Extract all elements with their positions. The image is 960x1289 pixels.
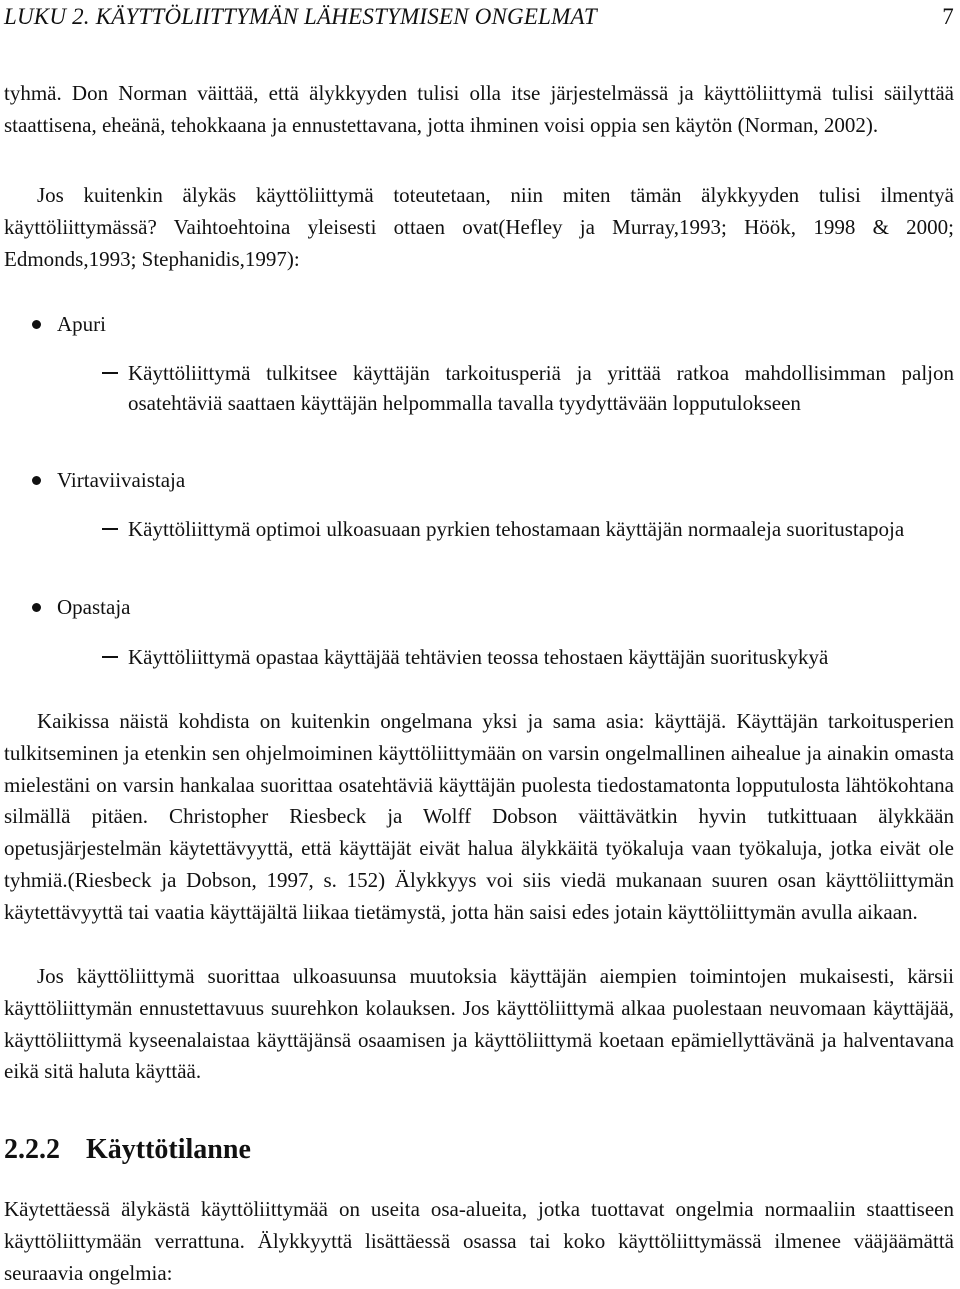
- list-item-description: Käyttöliittymä tulkitsee käyttäjän tarkoitusperiä ja yrittää ratkoa mahdollisimman paljon osatehtäviä saattaen käyttäjän helpommalla tavalla tyydyttävään lopputulokseen: [128, 361, 954, 415]
- chapter-title: LUKU 2. KÄYTTÖLIITTYMÄN LÄHESTYMISEN ONGELMAT: [4, 4, 597, 29]
- section-title: Käyttötilanne: [86, 1134, 251, 1165]
- dash-icon: [102, 372, 118, 374]
- bullet-icon: [32, 476, 41, 485]
- dash-icon: [102, 656, 118, 658]
- paragraph-5: Käytettäessä älykästä käyttöliittymää on useita osa-alueita, jotka tuottavat ongelmia normaaliin staattiseen käyttöliittymään verrattuna. Älykkyyttä lisättäessä osassa tai koko käyttöliittymässä ilmenee vääjäämättä seuraavia ongelmia:: [4, 1197, 954, 1285]
- list-item-apuri-desc: [102, 358, 954, 418]
- dash-icon: [102, 528, 118, 530]
- list-item-opastaja-desc: [102, 642, 954, 672]
- paragraph-4: Jos käyttöliittymä suorittaa ulkoasuunsa muutoksia käyttäjän aiempien toimintojen mukaisesti, kärsii käyttöliittymän ennustettavuus suurehkon kolauksen. Jos käyttöliittymä alkaa puolestaan neuvomaan käyttäjää, käyttöliittymä kyseenalaistaa käyttäjänsä osaamisen ja käyttöliittymä koetaan epämiellyttävänä ja halventavana eikä sitä haluta käyttää.: [4, 964, 954, 1084]
- section-heading: [4, 1130, 251, 1170]
- bullet-icon: [32, 603, 41, 612]
- running-header: [4, 0, 954, 34]
- list-item-apuri: [32, 309, 106, 340]
- list-item-label: Virtaviivaistaja: [57, 468, 186, 492]
- paragraph-3: Kaikissa näistä kohdista on kuitenkin ongelmana yksi ja sama asia: käyttäjä. Käyttäjän tarkoitusperien tulkitseminen ja etenkin sen ohjelmoiminen käyttöliittymään on varsin ongelmallinen aihealue ja ainakin omasta mielestäni on varsin hankalaa suorittaa osatehtäviä käyttäjän puolesta tiedostamatonta lopputulosta lähtökohtana silmällä pitäen. Christopher Riesbeck ja Wolff Dobson väittävätkin hyvin tutkittuaan älykkään opetusjärjestelmän käytettävyyttä, että käyttäjät eivät halua älykkäitä työkaluja vaan työkaluja, jotka eivät ole tyhmiä.(Riesbeck ja Dobson, 1997, s. 152) Älykkyys voi siis viedä mukanaan suuren osan käyttöliittymän käytettävyyttä tai vaatia käyttäjältä liikaa tietämystä, jotta hän saisi edes jotain käyttöliittymän avulla aikaan.: [4, 709, 954, 924]
- list-item-opastaja: [32, 592, 130, 623]
- list-item-label: Apuri: [57, 312, 106, 336]
- list-item-description: Käyttöliittymä opastaa käyttäjää tehtävien teossa tehostaen käyttäjän suorituskykyä: [128, 645, 829, 669]
- page-number: 7: [942, 4, 954, 29]
- list-item-label: Opastaja: [57, 595, 131, 619]
- list-item-virtaviivaistaja-desc: [102, 514, 954, 544]
- bullet-icon: [32, 320, 41, 329]
- list-item-description: Käyttöliittymä optimoi ulkoasuaan pyrkien tehostamaan käyttäjän normaaleja suoritustapoja: [128, 517, 905, 541]
- section-number: 2.2.2: [4, 1134, 60, 1165]
- paragraph-1: tyhmä. Don Norman väittää, että älykkyyden tulisi olla itse järjestelmässä ja käyttöliittymä tulisi säilyttää staattisena, eheänä, tehokkaana ja ennustettavana, jotta ihminen voisi oppia sen käytön (Norman, 2002).: [4, 81, 954, 137]
- paragraph-2: Jos kuitenkin älykäs käyttöliittymä toteutetaan, niin miten tämän älykkyyden tulisi ilmentyä käyttöliittymässä? Vaihtoehtoina yleisesti ottaen ovat(Hefley ja Murray,1993; Höök, 1998 & 2000; Edmonds,1993; Stephanidis,1997):: [4, 183, 954, 271]
- list-item-virtaviivaistaja: [32, 465, 185, 496]
